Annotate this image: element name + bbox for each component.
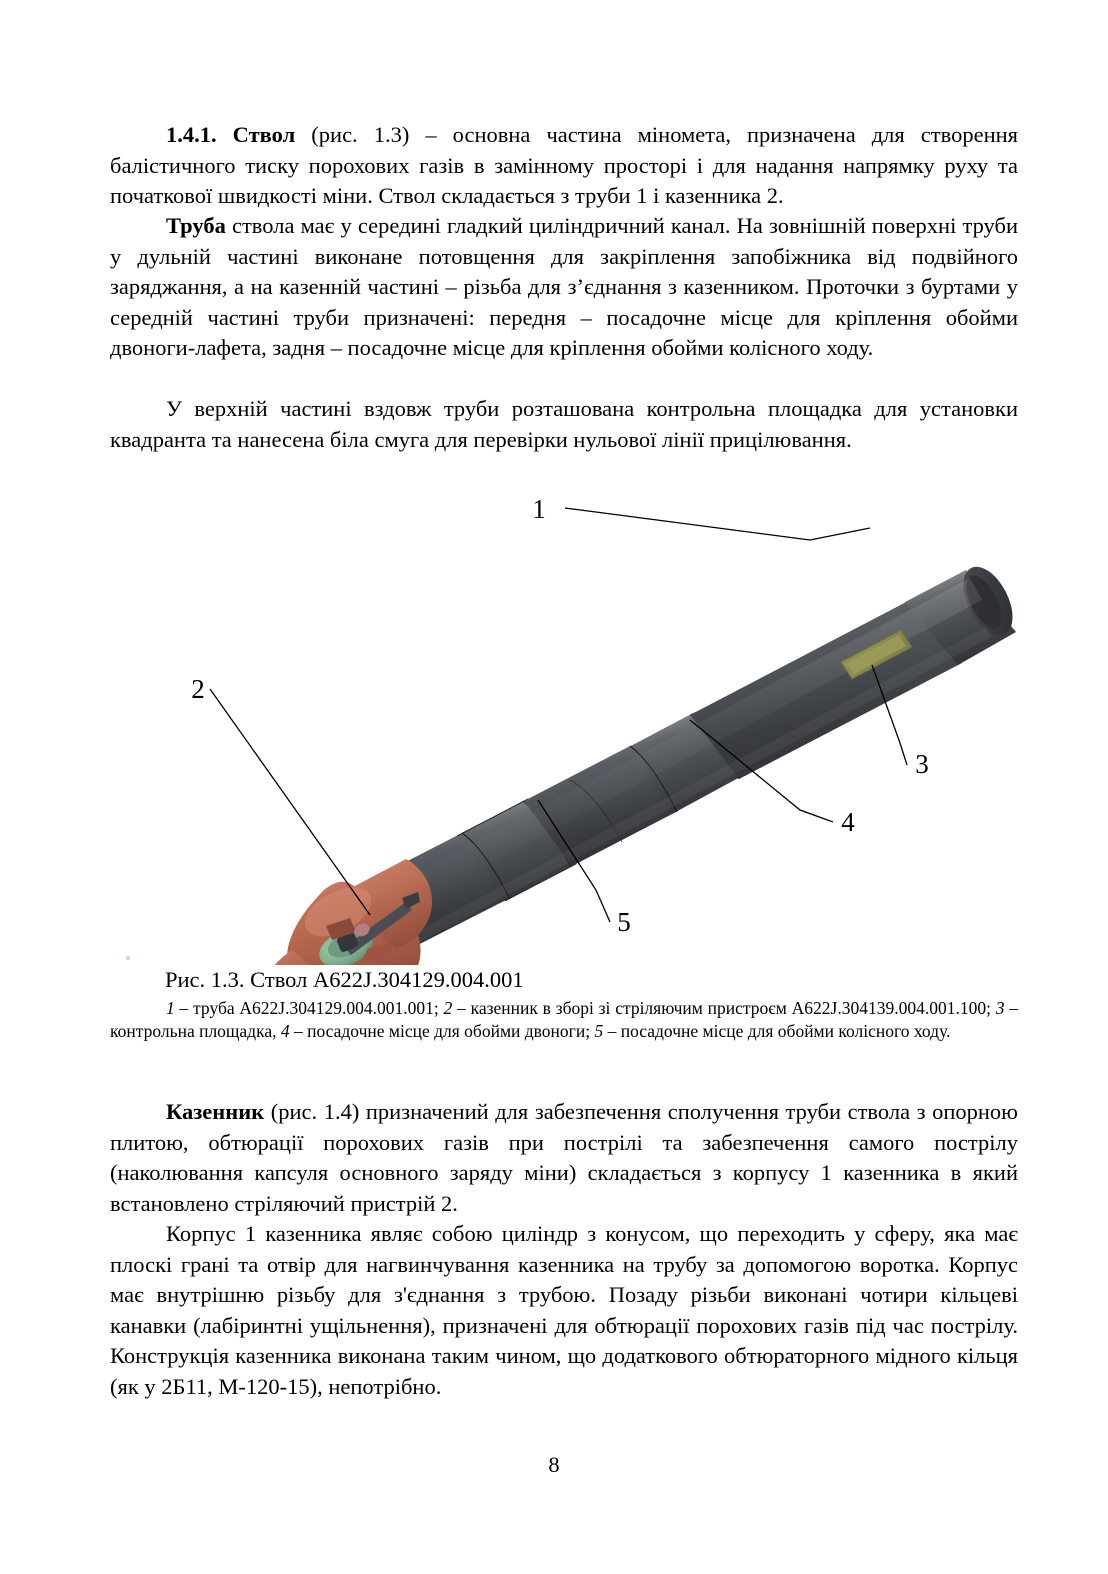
legend-num-5: 5 <box>594 1020 604 1041</box>
barrel-assembly <box>222 559 1018 965</box>
paragraph-kazennyk-text: (рис. 1.4) призначений для забезпечення сполучення труби ствола з опорною плитою, обтюрації порохових газів при пострілі та забезпечення самого пострілу (наколювання капсуля основного заряду міни) складається з корпусу 1 казенника в який встановлено стріляючий пристрій 2. <box>110 1099 1018 1216</box>
figure-mortar-barrel <box>110 450 1018 965</box>
paragraph-kontrolna-ploshchadka <box>110 394 1018 455</box>
legend-num-1: 1 <box>166 998 175 1018</box>
legend-text-2: – казенник в зборі зі стріляючим пристроєм А622J.304139.004.001.100; <box>452 998 996 1018</box>
paragraph-truba-text: ствола має у середині гладкий циліндричний канал. На зовнішній поверхні труби у дульній частині виконане потовщення для закріплення запобіжника від подвійного заряджання, а на казенній частині – різьба для з’єднання з казенником. Проточки з буртами у середній частині труби призначені: передня – посадочне місце для кріплення обойми двоноги-лафета, задня – посадочне місце для кріплення обойми колісного ходу. <box>110 213 1018 360</box>
paragraph-kontrolna-text: У верхній частині вздовж труби розташована контрольна площадка для установки квадранта та нанесена біла смуга для перевірки нульової лінії прицілювання. <box>110 396 1018 452</box>
page-number: 8 <box>548 1452 560 1477</box>
paragraph-stvol <box>110 120 1018 212</box>
paragraph-stvol-text: (рис. 1.3) – основна частина міномета, призначена для створення балістичного тиску порохових газів в замінному просторі і для надання напрямку руху та початкової швидкості міни. Ствол складається з труби 1 і казенника 2. <box>110 122 1018 208</box>
legend-num-2: 2 <box>443 998 453 1018</box>
legend-text-5: – посадочне місце для обойми колісного ходу. <box>603 1020 951 1041</box>
paragraph-korpus <box>110 1219 1018 1402</box>
figure-legend <box>110 997 1018 1042</box>
callout-label-3: 3 <box>915 749 929 779</box>
run-in-heading-truba: Труба <box>166 213 226 238</box>
paragraph-truba <box>110 211 1018 364</box>
paragraph-korpus-text: Корпус 1 казенника являє собою циліндр з конусом, що переходить у сферу, яка має плоскі грані та отвір для нагвинчування казенника на трубу за допомогою воротка. Корпус має внутрішню різьбу для з'єднання з трубою. Позаду різьби виконані чотири кільцеві канавки (лабіринтні ущільнення), призначені для обтюрації порохових газів під час пострілу. Конструкція казенника виконана таким чином, що додаткового обтюраторного мідного кільця (як у 2Б11, М-120-15), непотрібно. <box>110 1221 1018 1399</box>
legend-text-3: – контрольна площадка, <box>110 998 1018 1041</box>
breech-assembly <box>222 859 432 965</box>
run-in-heading-stvol: 1.4.1. Ствол <box>166 122 296 147</box>
callout-label-4: 4 <box>841 807 855 837</box>
paragraph-kazennyk <box>110 1097 1018 1219</box>
legend-text-4: – посадочне місце для обойми двоноги; <box>289 1020 595 1041</box>
callout-label-5: 5 <box>617 907 631 937</box>
legend-num-3: 3 <box>995 998 1005 1018</box>
legend-text-1: – труба А622J.304129.004.001.001; <box>174 998 444 1018</box>
scan-artifact <box>126 956 130 960</box>
legend-num-4: 4 <box>280 1020 290 1041</box>
run-in-heading-kazennyk: Казенник <box>166 1099 265 1124</box>
callout-label-1: 1 <box>532 494 546 524</box>
figure-caption-title: Рис. 1.3. Ствол А622J.304129.004.001 <box>165 967 524 992</box>
callout-label-2: 2 <box>191 674 205 704</box>
